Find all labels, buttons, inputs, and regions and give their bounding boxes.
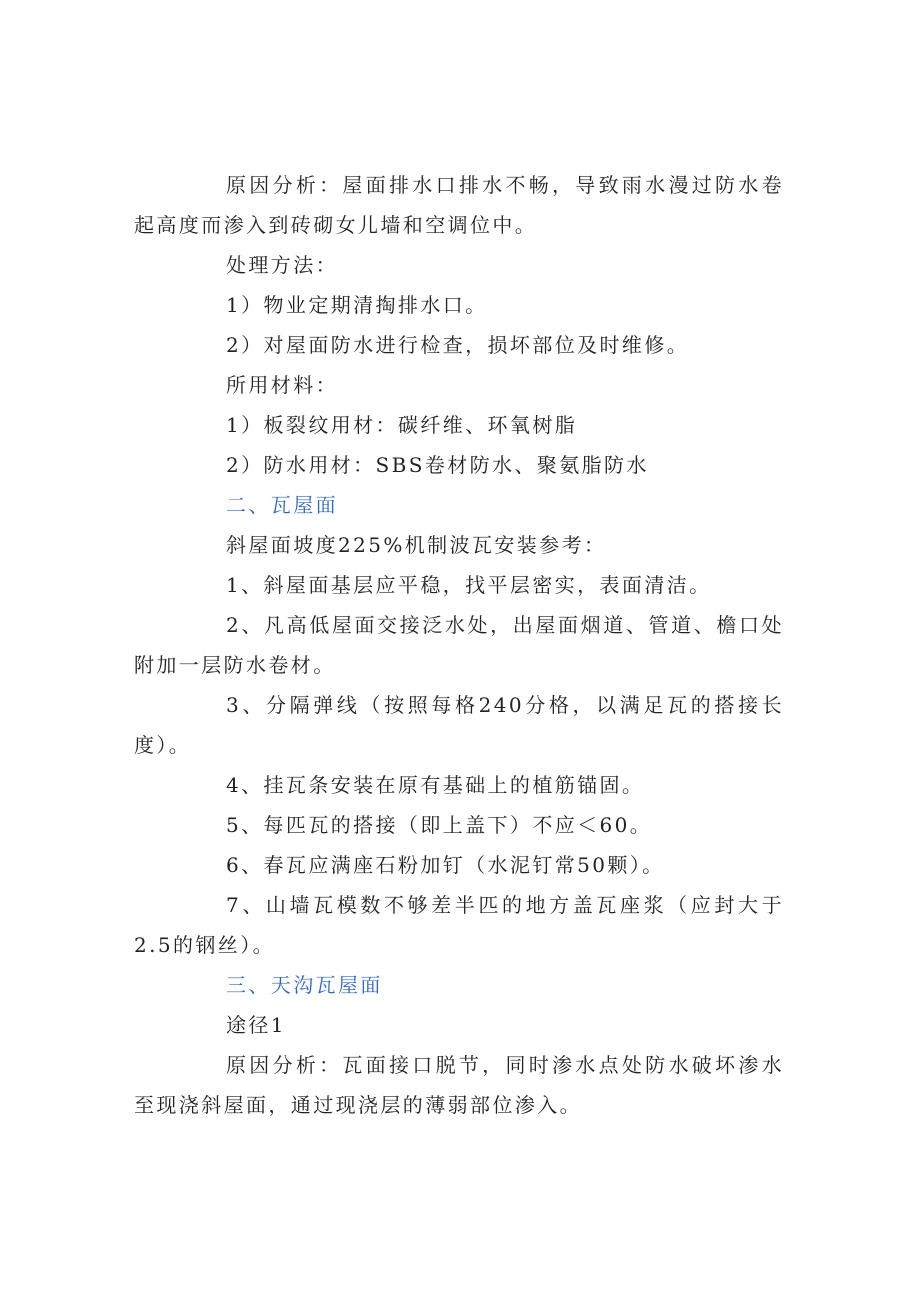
paragraph-step-2: 2、凡高低屋面交接泛水处，出屋面烟道、管道、檐口处附加一层防水卷材。 (134, 613, 784, 677)
paragraph-cause-analysis-2: 原因分析：瓦面接口脱节，同时渗水点处防水破坏渗水至现浇斜屋面，通过现浇层的薄弱部位渗入。 (134, 1053, 784, 1117)
paragraph-method-item-1: 1）物业定期清掏排水口。 (226, 293, 488, 317)
section-heading-tile-roof: 二、瓦屋面 (226, 493, 338, 517)
paragraph-step-7: 7、山墙瓦模数不够差半匹的地方盖瓦座浆（应封大于2.5的钢丝）。 (134, 893, 784, 957)
paragraph-route-1: 途径1 (226, 1013, 286, 1037)
paragraph-material-item-2: 2）防水用材：SBS卷材防水、聚氨脂防水 (226, 453, 649, 477)
paragraph-cause-analysis-1: 原因分析：屋面排水口排水不畅，导致雨水漫过防水卷起高度而渗入到砖砌女儿墙和空调位中。 (134, 173, 784, 237)
paragraph-treatment-method: 处理方法： (226, 253, 338, 277)
paragraph-step-5: 5、每匹瓦的搭接（即上盖下）不应＜60。 (226, 813, 653, 837)
section-heading-gutter-tile-roof: 三、天沟瓦屋面 (226, 973, 383, 997)
paragraph-step-6: 6、春瓦应满座石粉加钉（水泥钉常50颗）。 (226, 853, 665, 877)
paragraph-materials: 所用材料： (226, 373, 338, 397)
document-body (134, 165, 784, 1125)
paragraph-slope-reference: 斜屋面坡度225%机制波瓦安装参考： (226, 533, 607, 557)
paragraph-step-4: 4、挂瓦条安装在原有基础上的植筋锚固。 (226, 773, 645, 797)
paragraph-step-1: 1、斜屋面基层应平稳，找平层密实，表面清洁。 (226, 573, 712, 597)
paragraph-material-item-1: 1）板裂纹用材：碳纤维、环氧树脂 (226, 413, 578, 437)
paragraph-step-3: 3、分隔弹线（按照每格240分格，以满足瓦的搭接长度）。 (134, 693, 784, 757)
paragraph-method-item-2: 2）对屋面防水进行检查，损坏部位及时维修。 (226, 333, 690, 357)
